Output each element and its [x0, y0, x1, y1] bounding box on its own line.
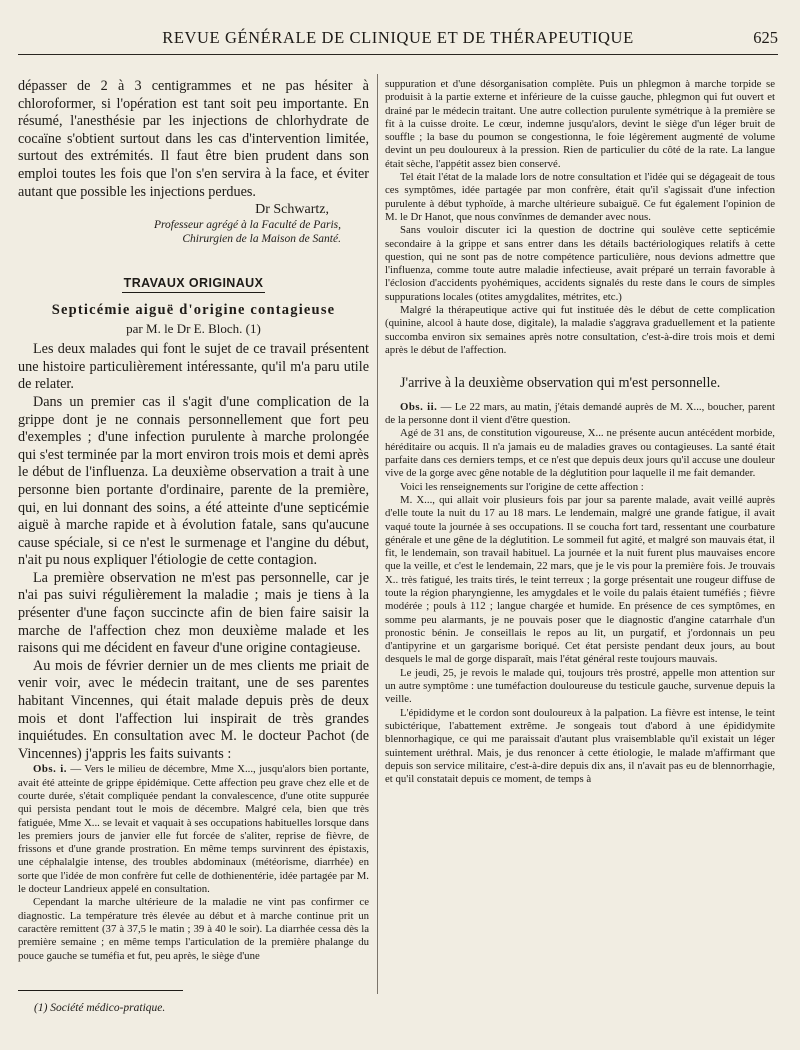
paragraph-5: Cependant la marche ultérieure de la maladie ne vint pas confirmer ce diagnostic. La température très élevée au début et à marche continue prit un caractère remittent (37 à 37,5 le matin ; 39 à 40 le soir). La diarrhée cessa dès la première semaine ; en même temps l'articulation de la première phalange du pouce gauche se tuméfia et fut, peu après, le siège d'une [18, 896, 369, 962]
right-paragraph-2: Tel était l'état de la malade lors de notre consultation et l'idée qui se dégageait de tous ces symptômes, idée partagée par mon confrère, était qu'il s'agissait d'une infection purulente à début typhoïde, à marche ultérieure subaiguë. Ce fut également l'opinion de M. le Dr Hanot, que nous convînmes de demander avec nous. [385, 171, 775, 223]
running-title: REVUE GÉNÉRALE DE CLINIQUE ET DE THÉRAPEUTIQUE [162, 28, 634, 47]
paragraph-2: Dans un premier cas il s'agit d'une complication de la grippe dont je ne connais personnellement que fort peu d'exemples ; d'une infection purulente à marche prolongée qui s'est terminée par la mort environ trois mois et demi après le début de l'influenza. La deuxième observation a trait à une personne bien portante d'ordinaire, parente de la première, qui, en lui donnant des soins, a été atteinte d'une septicémie aiguë à marche rapide et à évolution fatale, sans qu'aucune cause spéciale, si ce n'est le surmenage et l'angine du début, n'ait pu nous expliquer l'étiologie de cette contagion. [18, 393, 369, 569]
footnote: (1) Société médico-pratique. [34, 1002, 166, 1014]
right-paragraph-6: Agé de 31 ans, de constitution vigoureuse, X... ne présente aucun antécédent morbide, héréditaire ou acquis. Il n'a jamais eu de maladies graves ou contagieuses. La santé était parfaite dans ces derniers temps, et ce n'est que depuis deux jours qu'il accuse une douleur vive de la gorge avec gêne notable de la déglutition pour laquelle il me fait demander. [385, 427, 775, 480]
paragraph-1: Les deux malades qui font le sujet de ce travail présentent une histoire particulièrement intéressante, qu'il m'a paru utile de relater. [18, 341, 369, 393]
right-paragraph-5: J'arrive à la deuxième observation qui m'est personnelle. [400, 375, 721, 392]
article-title: Septicémie aiguë d'origine contagieuse [51, 302, 336, 319]
right-paragraph-9: Le jeudi, 25, je revois le malade qui, toujours très prostré, appelle mon attention sur un autre symptôme : une tuméfaction douloureuse du testicule gauche, survenue depuis la veille. [385, 666, 775, 706]
left-column [18, 78, 369, 963]
observation-1 [18, 763, 369, 896]
article-author: par M. le Dr E. Bloch. (1) [126, 321, 261, 337]
observation-2-label: Obs. ii. [400, 400, 438, 413]
right-paragraph-8: M. X..., qui allait voir plusieurs fois par jour sa parente malade, avait veillé auprès d'elle toute la nuit du 17 au 18 mars. Le lendemain, malgré une grande fatigue, il avait vaqué toute la journée à ses occupations. Il se coucha fort tard, ressentant une courbature générale et une gêne de la déglutition. Le sommeil fut agité, et malgré son mauvais état, il fit, le lendemain, son travail habituel. La journée et la nuit furent plus mauvaises encore que la veille, et c'est le lendemain, 22 mars, que je le vis pour la première fois. Je trouvais X.. très fatigué, les traits tirés, le teint terreux ; la gorge présentait une rougeur diffuse de toute la région pharyngienne, les amygdales et le voile du palais étaient tuméfiés ; fièvre modérée ; pouls à 112 ; langue chargée et humide. En présence de ces symptômes, en somme peu alarmants, je ne pouvais poser que le diagnostic d'angine catarrhale d'un pronostic bénin. Je conseillais le repos au lit, un purgatif, et j'ordonnais un peu d'antipyrine et un gargarisme boriqué. Cet état persiste pendant deux jours, au bout desquels le mal de gorge disparaît, mais l'état général reste toujours mauvais. [385, 493, 775, 666]
right-paragraph-7: Voici les renseignements sur l'origine de cette affection : [400, 480, 644, 493]
signature-role-1: Professeur agrégé à la Faculté de Paris, [153, 219, 341, 232]
observation-2-text: — Le 22 mars, au matin, j'étais demandé auprès de M. X..., boucher, parent de la personne dont il vient d'être question. [385, 400, 775, 427]
observation-1-text: — Vers le milieu de décembre, Mme X..., jusqu'alors bien portante, avait été atteinte de grippe épidémique. Cette affection peu grave chez elle et de courte durée, s'était compliquée pendant la convalescence, d'une otite suppurée qui persista pendant tout le mois de décembre. Malgré cela, bien que très fatiguée, Mme X... se levait et vaquait à ses occupations habituelles lorsque dans les premiers jours de janvier elle fut forcée de s'aliter, reprise de fièvre, de frissons et d'une grande prostration. En même temps survinrent des épistaxis, une céphalalgie intense, des troubles abdominaux (météorisme, diarrhée) en sorte que l'idée de mon confrère fut celle de dothienentérie, idée partagée par M. le docteur Landrieux appelé en consultation. [18, 763, 370, 896]
section-title: TRAVAUX ORIGINAUX [122, 276, 266, 293]
observation-1-label: Obs. i. [33, 763, 67, 776]
signature-role-2: Chirurgien de la Maison de Santé. [182, 233, 341, 246]
observation-2 [385, 401, 775, 428]
right-paragraph-3: Sans vouloir discuter ici la question de doctrine qui soulève cette septicémie secondaire à la grippe et sans entrer dans les détails bactériologiques relatifs à cette question, qui ne sont pas de notre compétence particulière, nous devions admettre que l'influenza, comme toute autre maladie infectieuse, avait préparé un terrain favorable à l'éclosion d'accidents pyohémiques, accidents signalés du reste dans le cours de simples suppurations locales (otites amygdalites, métrites, etc.) [385, 224, 775, 303]
page-number: 625 [753, 28, 778, 47]
right-paragraph-4: Malgré la thérapeutique active qui fut instituée dès le début de cette complication (quinine, alcool à haute dose, digitale), la maladie s'aggrava graduellement et la patiente succomba environ six semaines après notre consultation, c'est-à-dire trois mois et demi après le début de l'affection. [385, 304, 775, 356]
intro-paragraph: dépasser de 2 à 3 centigrammes et ne pas hésiter à chloroformer, si l'opération est tant soit peu importante. En résumé, l'anesthésie par les injections de chlorhydrate de cocaïne s'obtient surtout dans les cas d'intervention limitée, surtout des extrémités. Il faut être bien prudent dans son emploi toutes les fois que l'on s'en servira à la face, et éviter autant que possible les injections perdues. [18, 78, 369, 200]
paragraph-3: La première observation ne m'est pas personnelle, car je n'ai pas suivi régulièrement la maladie ; mais je tiens à la présenter d'une façon succincte afin de bien faire saisir la marche de l'affection chez mon deuxième malade et les raisons qui me décident en faveur d'une origine contagieuse. [18, 569, 369, 657]
signature-name: Dr Schwartz, [255, 202, 329, 218]
right-column [385, 78, 775, 786]
column-divider [377, 74, 378, 994]
right-paragraph-1: suppuration et d'une désorganisation complète. Puis un phlegmon à marche torpide se produisit à la partie externe et inférieure de la cuisse gauche, phlegmon qui fut ouvert et drainé par le médecin traitant. Une autre collection purulente symétrique à la première se fit à la cuisse droite. Le cœur, indemne jusqu'alors, devint le siège d'un léger bruit de souffle ; la base du poumon se congestionna, le foie légèrement augmenté de volume devint un peu douloureux à la pression. Rien de particulier du côté de la rate. La langue était sèche, l'appétit assez bien conservé. [385, 78, 775, 170]
running-header [18, 28, 778, 55]
footnote-rule [18, 990, 183, 991]
section-heading [18, 274, 369, 293]
paragraph-4: Au mois de février dernier un de mes clients me priait de venir voir, avec le médecin traitant, une de ses parentes habitant Vincennes, qui était malade depuis près de deux mois et dont l'affection lui inspirait de très grandes inquiétudes. En consultation avec M. le docteur Pachot (de Vincennes) j'appris les faits suivants : [18, 657, 369, 762]
right-paragraph-10: L'épididyme et le cordon sont douloureux à la palpation. La fièvre est intense, le teint subictérique, l'abattement extrême. Je songeais tout d'abord à une épididymite blennorhagique, ce qui me paraissait d'autant plus vraisemblable qu'il existait un léger suintement uréthral. Mais, je dus renoncer à cette étiologie, le malade m'affirmant que depuis son service militaire, c'est-à-dire depuis dix ans, il n'avait pas eu de blennorrhagie, et qu'il constatait depuis ce moment, de temps à [385, 706, 775, 786]
